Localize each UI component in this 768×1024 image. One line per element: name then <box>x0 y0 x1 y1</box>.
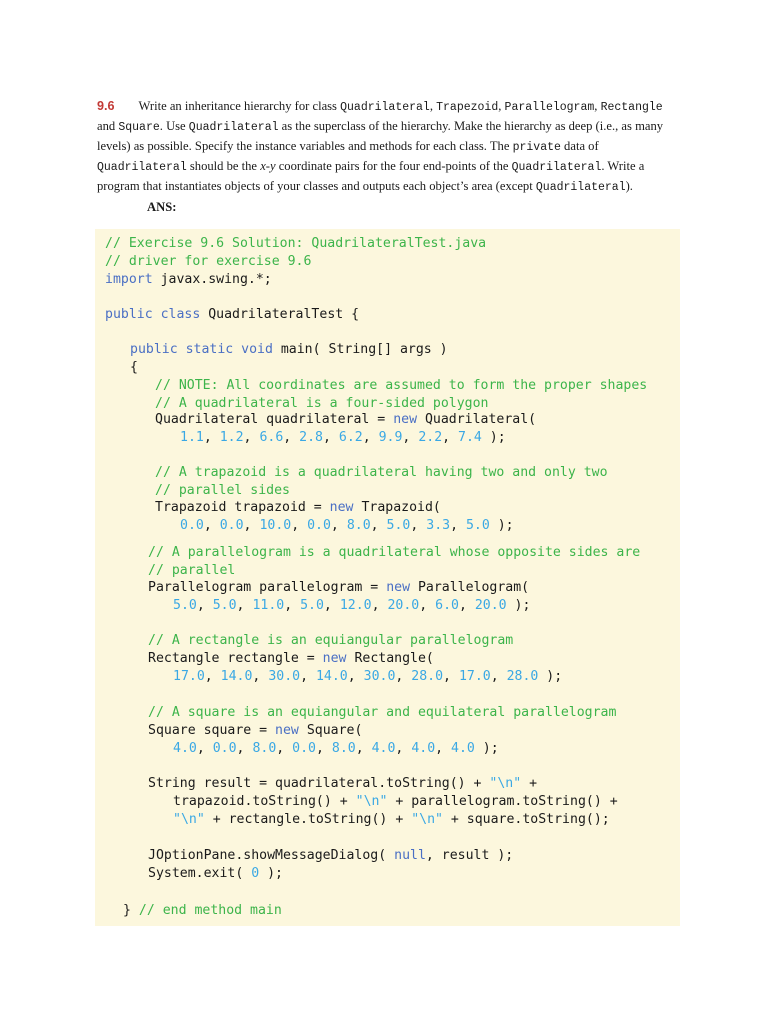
code-text: , <box>236 741 253 756</box>
code-line <box>155 482 290 500</box>
code-literal: 5.0 <box>212 598 237 613</box>
code-text: , <box>252 669 269 684</box>
code-literal: 0.0 <box>219 518 244 533</box>
code-text: ); <box>489 518 514 533</box>
code-term: Trapezoid <box>436 101 499 114</box>
code-text: , <box>315 741 332 756</box>
code-text: , <box>442 430 459 445</box>
code-text: , <box>370 518 387 533</box>
code-keyword: import <box>105 272 153 287</box>
code-keyword: new <box>322 651 347 666</box>
code-text: , <box>291 518 308 533</box>
code-literal: 0.0 <box>292 741 316 756</box>
code-literal: 2.8 <box>299 430 323 445</box>
code-text: + <box>521 776 538 791</box>
code-line <box>123 902 282 920</box>
code-literal: 3.3 <box>426 518 451 533</box>
code-literal: 1.1 <box>180 430 204 445</box>
code-text: , <box>490 669 507 684</box>
code-line <box>148 632 513 650</box>
code-comment: // Exercise 9.6 Solution: QuadrilateralTest.java <box>105 236 487 251</box>
code-text: ); <box>259 866 283 881</box>
code-comment: // A trapazoid is a quadrilateral having two and only two <box>155 465 608 480</box>
code-literal: 12.0 <box>339 598 372 613</box>
code-text: + parallelogram.toString() + <box>387 794 618 809</box>
code-comment: // A square is an equiangular and equilateral parallelogram <box>148 705 617 720</box>
code-literal: 5.0 <box>300 598 324 613</box>
code-term: Quadrilateral <box>535 181 626 194</box>
code-text: , <box>203 430 220 445</box>
code-text: , <box>236 598 253 613</box>
code-text: } <box>123 903 139 918</box>
code-text: , <box>330 518 347 533</box>
code-literal: 28.0 <box>506 669 539 684</box>
statement-text: and <box>97 119 119 133</box>
exercise-number: 9.6 <box>97 99 115 113</box>
code-text: , <box>196 598 213 613</box>
code-line <box>173 811 610 829</box>
code-text: , <box>243 430 260 445</box>
statement-text: , <box>498 99 505 113</box>
code-text: , <box>443 669 459 684</box>
statement-text: data of <box>560 139 599 153</box>
code-line <box>105 306 359 324</box>
code-keyword: new <box>329 500 354 515</box>
code-literal: 0.0 <box>212 741 237 756</box>
code-literal: "\n" <box>173 812 205 827</box>
code-text: , <box>410 518 427 533</box>
code-literal: 2.2 <box>418 430 443 445</box>
code-text: , <box>204 669 221 684</box>
code-text: Quadrilateral quadrilateral = <box>155 412 394 427</box>
code-text: , <box>450 518 466 533</box>
code-text: Rectangle( <box>346 651 434 666</box>
code-line <box>130 359 138 377</box>
code-literal: 5.0 <box>173 598 197 613</box>
code-text: , <box>243 518 260 533</box>
code-comment: // A parallelogram is a quadrilateral whose opposite sides are <box>148 545 641 560</box>
code-literal: "\n" <box>355 794 388 809</box>
code-literal: 6.2 <box>338 430 363 445</box>
code-literal: 6.6 <box>259 430 284 445</box>
code-literal: 8.0 <box>331 741 356 756</box>
code-literal: 30.0 <box>363 669 396 684</box>
code-text: , <box>395 669 412 684</box>
code-literal: 5.0 <box>465 518 490 533</box>
code-text: , result ); <box>425 848 514 863</box>
code-line <box>173 740 499 758</box>
code-text: + rectangle.toString() + <box>204 812 412 827</box>
code-text: Square( <box>298 723 363 738</box>
code-text: , <box>435 741 452 756</box>
code-literal: 4.0 <box>371 741 396 756</box>
code-comment: // parallel <box>148 563 236 578</box>
code-text: , <box>362 430 379 445</box>
code-literal: 4.0 <box>173 741 197 756</box>
code-line <box>148 579 529 597</box>
code-line <box>148 722 362 740</box>
code-text: ); <box>474 741 499 756</box>
code-text: , <box>203 518 220 533</box>
answer-label: ANS: <box>147 200 177 214</box>
code-term: Quadrilateral <box>340 101 430 114</box>
code-text: JOptionPane.showMessageDialog( <box>148 848 395 863</box>
code-term: Quadrilateral <box>511 161 602 174</box>
code-term: Rectangle <box>600 101 663 114</box>
statement-text: . Use <box>159 119 189 133</box>
code-literal: 8.0 <box>252 741 277 756</box>
code-line <box>105 271 272 289</box>
code-text: QuadrilateralTest { <box>200 307 360 322</box>
code-comment: // parallel sides <box>155 483 290 498</box>
code-line <box>148 650 434 668</box>
code-literal: 17.0 <box>458 669 491 684</box>
code-text: , <box>395 741 412 756</box>
code-line <box>155 411 536 429</box>
code-keyword: new <box>275 723 299 738</box>
code-literal: 20.0 <box>474 598 507 613</box>
statement-text: as the superclass of the hierarchy. Make the hierarchy as deep (i.e., as many levels) as possible. Specify the instance variables and methods for each class. The <box>97 119 664 153</box>
code-text: Parallelogram parallelogram = <box>148 580 387 595</box>
code-text: trapazoid.toString() + <box>173 794 356 809</box>
code-literal: 14.0 <box>220 669 253 684</box>
code-literal: 0 <box>251 866 260 881</box>
code-term: Quadrilateral <box>188 121 279 134</box>
code-text: , <box>300 669 316 684</box>
code-keyword: new <box>386 580 411 595</box>
code-line <box>148 775 537 793</box>
code-keyword: public static void <box>130 342 273 357</box>
code-text: Quadrilateral( <box>417 412 537 427</box>
code-text: , <box>355 741 372 756</box>
code-line <box>148 704 616 722</box>
code-line <box>130 341 448 359</box>
exercise-statement <box>97 97 677 197</box>
code-line <box>180 517 514 535</box>
code-listing <box>95 229 680 926</box>
code-line <box>155 464 608 482</box>
code-text: ); <box>481 430 506 445</box>
statement-text: , <box>429 99 437 113</box>
code-line <box>148 865 283 883</box>
code-literal: 10.0 <box>259 518 292 533</box>
code-literal: 0.0 <box>307 518 331 533</box>
code-text: , <box>371 598 388 613</box>
code-text: , <box>276 741 293 756</box>
code-comment: // A quadrilateral is a four-sided polygon <box>155 396 489 411</box>
code-line <box>180 429 506 447</box>
code-keyword: null <box>394 848 426 863</box>
code-term: private <box>512 141 561 154</box>
code-text: ); <box>506 598 531 613</box>
code-text: Trapazoid( <box>353 500 441 515</box>
code-keyword: new <box>393 412 418 427</box>
code-text: ); <box>538 669 563 684</box>
code-text: main( String[] args ) <box>272 342 448 357</box>
code-text: , <box>347 669 364 684</box>
code-line <box>148 544 640 562</box>
code-text: Square square = <box>148 723 276 738</box>
exercise-text <box>97 99 663 193</box>
code-comment: // NOTE: All coordinates are assumed to form the proper shapes <box>155 378 648 393</box>
code-literal: 0.0 <box>180 518 204 533</box>
code-literal: 17.0 <box>173 669 205 684</box>
code-text: , <box>322 430 339 445</box>
statement-text: Write an inheritance hierarchy for class <box>138 99 341 113</box>
code-text: javax.swing.*; <box>152 272 272 287</box>
code-literal: 5.0 <box>386 518 411 533</box>
code-text: , <box>196 741 213 756</box>
code-term: Quadrilateral <box>97 161 187 174</box>
statement-text: should be the <box>186 159 261 173</box>
code-literal: 4.0 <box>411 741 436 756</box>
code-literal: "\n" <box>411 812 443 827</box>
code-literal: 7.4 <box>458 430 482 445</box>
code-text: Trapazoid trapazoid = <box>155 500 330 515</box>
code-comment: // driver for exercise 9.6 <box>105 254 312 269</box>
code-text: , <box>283 430 300 445</box>
code-line <box>173 793 618 811</box>
code-text: , <box>419 598 436 613</box>
code-text: System.exit( <box>148 866 252 881</box>
statement-text: x-y <box>260 159 276 173</box>
code-literal: 4.0 <box>451 741 475 756</box>
code-literal: "\n" <box>489 776 522 791</box>
code-literal: 8.0 <box>346 518 371 533</box>
statement-text: , <box>594 99 601 113</box>
code-line <box>155 377 647 395</box>
code-line <box>148 847 513 865</box>
code-line <box>173 668 562 686</box>
code-text: + square.toString(); <box>442 812 610 827</box>
code-keyword: public class <box>105 307 201 322</box>
code-term: Parallelogram <box>504 101 595 114</box>
statement-text: coordinate pairs for the four end-points of the <box>275 159 512 173</box>
code-text: , <box>284 598 301 613</box>
code-text: String result = quadrilateral.toString() + <box>148 776 490 791</box>
code-comment: // A rectangle is an equiangular parallelogram <box>148 633 514 648</box>
code-literal: 9.9 <box>378 430 403 445</box>
code-literal: 1.2 <box>219 430 244 445</box>
code-text: Rectangle rectangle = <box>148 651 323 666</box>
code-literal: 11.0 <box>252 598 285 613</box>
code-literal: 28.0 <box>411 669 444 684</box>
code-line <box>148 562 235 580</box>
code-comment: // end method main <box>138 903 282 918</box>
code-line <box>173 597 530 615</box>
code-literal: 30.0 <box>268 669 301 684</box>
code-text: , <box>458 598 475 613</box>
code-text: , <box>402 430 419 445</box>
code-literal: 14.0 <box>315 669 348 684</box>
code-line <box>105 235 486 253</box>
code-text: Parallelogram( <box>410 580 530 595</box>
code-line <box>155 499 441 517</box>
code-text: { <box>130 360 138 375</box>
code-literal: 6.0 <box>435 598 459 613</box>
code-line <box>105 253 311 271</box>
code-term: Square <box>118 121 160 134</box>
code-literal: 20.0 <box>387 598 420 613</box>
statement-text: ). <box>625 179 633 193</box>
statement-text: . Write a program that instantiates objects of your classes and outputs each object’s area (except <box>97 159 645 193</box>
code-text: , <box>323 598 340 613</box>
